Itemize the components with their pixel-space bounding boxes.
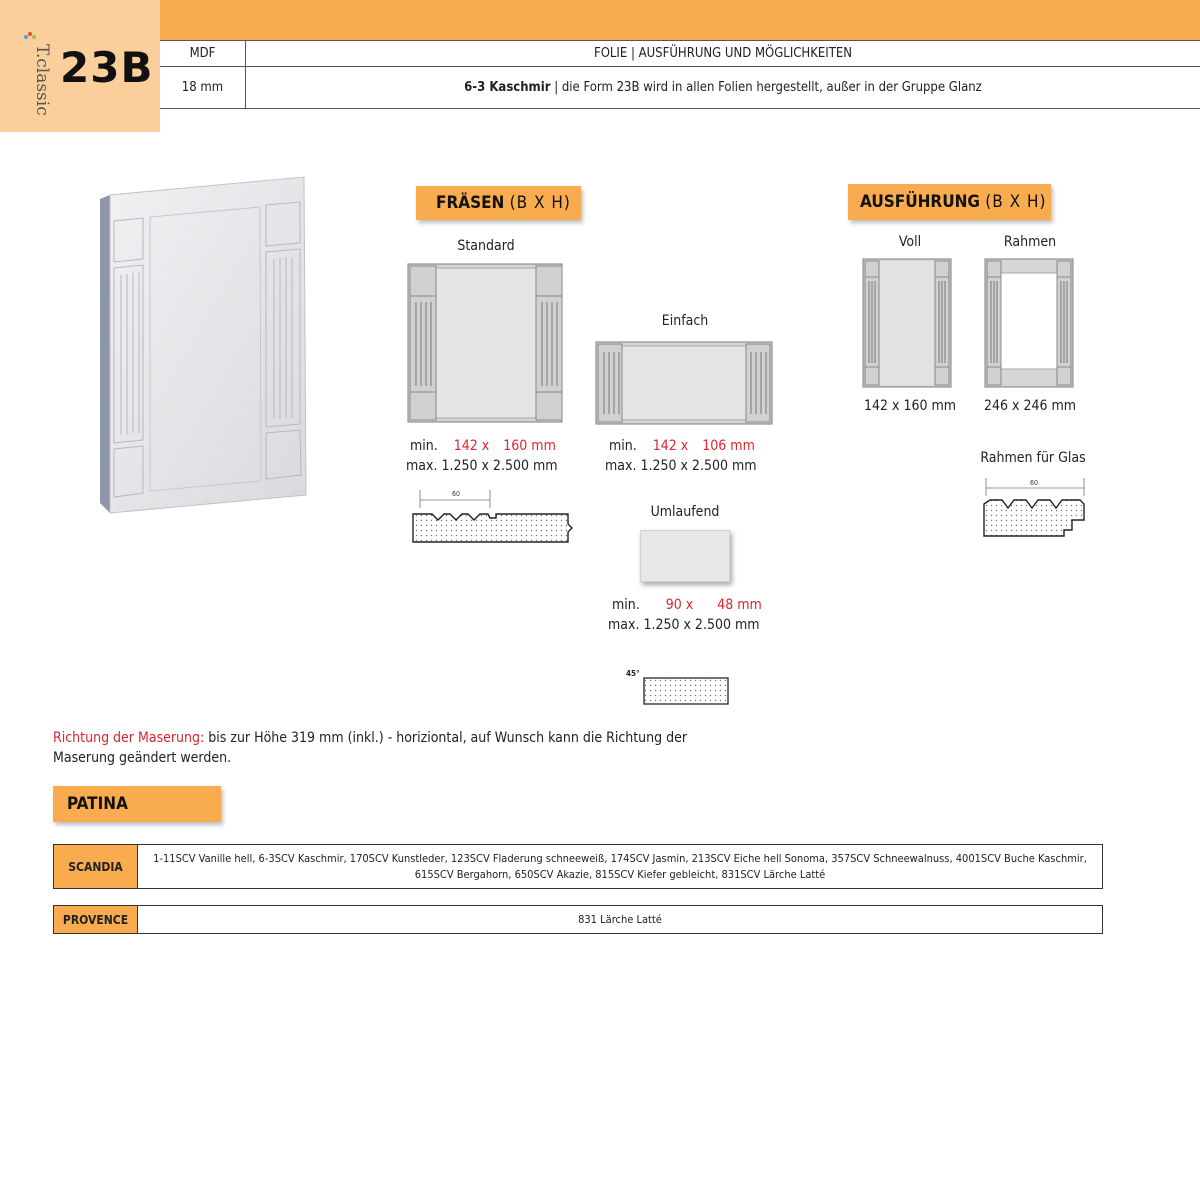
header-line-bottom — [160, 108, 1200, 109]
standard-profile-dim: 60 — [452, 490, 461, 498]
grain-direction-note — [53, 728, 713, 768]
fraesen-title-text: FRÄSEN — [436, 193, 505, 213]
einfach-max: max. 1.250 x 2.500 mm — [605, 458, 757, 474]
voll-door-drawing — [861, 257, 955, 391]
ausfuehrung-title — [848, 184, 1051, 220]
col2-head: FOLIE | AUSFÜHRUNG UND MÖGLICHKEITEN — [593, 46, 853, 61]
ausfuehrung-subtitle: (B X H) — [985, 192, 1047, 212]
einfach-min-h: 106 mm — [702, 438, 755, 454]
rahmen-door-drawing — [983, 257, 1077, 391]
fraesen-title — [416, 186, 581, 220]
standard-door-drawing — [406, 262, 566, 428]
model-number: 23B — [60, 43, 154, 92]
col1-head: MDF — [189, 46, 216, 61]
standard-label: Standard — [457, 238, 515, 254]
einfach-door-drawing — [594, 340, 776, 428]
brand-logo — [8, 28, 52, 116]
table-row — [54, 845, 1103, 889]
brand-name: T.classic — [32, 44, 52, 116]
umlaufend-min-w: 90 x — [665, 597, 694, 613]
einfach-label: Einfach — [661, 313, 709, 329]
ausfuehrung-title-text: AUSFÜHRUNG — [860, 192, 980, 212]
col2-value-strong: 6-3 Kaschmir — [464, 80, 551, 95]
umlaufend-min-prefix: min. — [612, 597, 640, 613]
standard-min-w: 142 x — [453, 438, 490, 454]
grain-label: Richtung der Maserung: — [53, 730, 205, 746]
umlaufend-door-drawing — [640, 530, 730, 582]
umlaufend-min-h: 48 mm — [717, 597, 762, 613]
umlaufend-label: Umlaufend — [650, 504, 720, 520]
umlaufend-max: max. 1.250 x 2.500 mm — [608, 617, 760, 633]
standard-max: max. 1.250 x 2.500 mm — [406, 458, 558, 474]
standard-min — [410, 438, 580, 454]
einfach-min-prefix: min. — [609, 438, 637, 454]
standard-min-h: 160 mm — [503, 438, 556, 454]
header-line-top — [160, 40, 1200, 41]
door-front-image — [96, 175, 311, 515]
fraesen-subtitle: (B X H) — [509, 193, 571, 213]
patina-provence-table — [53, 905, 1103, 934]
einfach-min — [609, 438, 779, 454]
umlaufend-profile-drawing — [624, 664, 744, 710]
grain-text: bis zur Höhe 319 mm (inkl.) - horiziontal, auf Wunsch kann die Richtung der Maserung geändert werden. — [53, 730, 688, 766]
umlaufend-profile-angle: 45° — [626, 669, 640, 678]
einfach-min-w: 142 x — [652, 438, 689, 454]
voll-size: 142 x 160 mm — [863, 398, 957, 414]
table-row — [54, 906, 1103, 934]
patina-scandia-table — [53, 844, 1103, 889]
col1-value: 18 mm — [181, 80, 224, 95]
col2-value-rest: | die Form 23B wird in allen Folien hergestellt, außer in der Gruppe Glanz — [550, 80, 982, 95]
rahmen-size: 246 x 246 mm — [983, 398, 1077, 414]
standard-profile-drawing — [410, 484, 576, 550]
col2-value — [246, 80, 1200, 95]
rahmen-glas-profile-dim: 60 — [1030, 479, 1039, 487]
rahmen-glas-label: Rahmen für Glas — [980, 450, 1086, 466]
provence-value: 831 Lärche Latté — [138, 906, 1103, 934]
umlaufend-min — [612, 597, 782, 613]
rahmen-glas-profile-drawing — [980, 474, 1092, 540]
standard-min-prefix: min. — [410, 438, 438, 454]
patina-title: PATINA — [53, 786, 221, 822]
header-line-mid — [160, 66, 1200, 67]
header-strip — [160, 0, 1200, 40]
scandia-value: 1-11SCV Vanille hell, 6-3SCV Kaschmir, 170SCV Kunstleder, 123SCV Fladerung schneeweiß, 174SCV Jasmin, 213SCV Eiche hell Sonoma, 357SCV Schneewalnuss, 4001SCV Buche Kaschmir, 615SCV Bergahorn, 650SCV Akazie, 815SCV Kiefer gebleicht, 831SCV Lärche Latté — [138, 845, 1103, 889]
voll-label: Voll — [898, 234, 922, 250]
rahmen-label: Rahmen — [1003, 234, 1057, 250]
provence-label: PROVENCE — [54, 906, 138, 934]
scandia-label: SCANDIA — [54, 845, 138, 889]
